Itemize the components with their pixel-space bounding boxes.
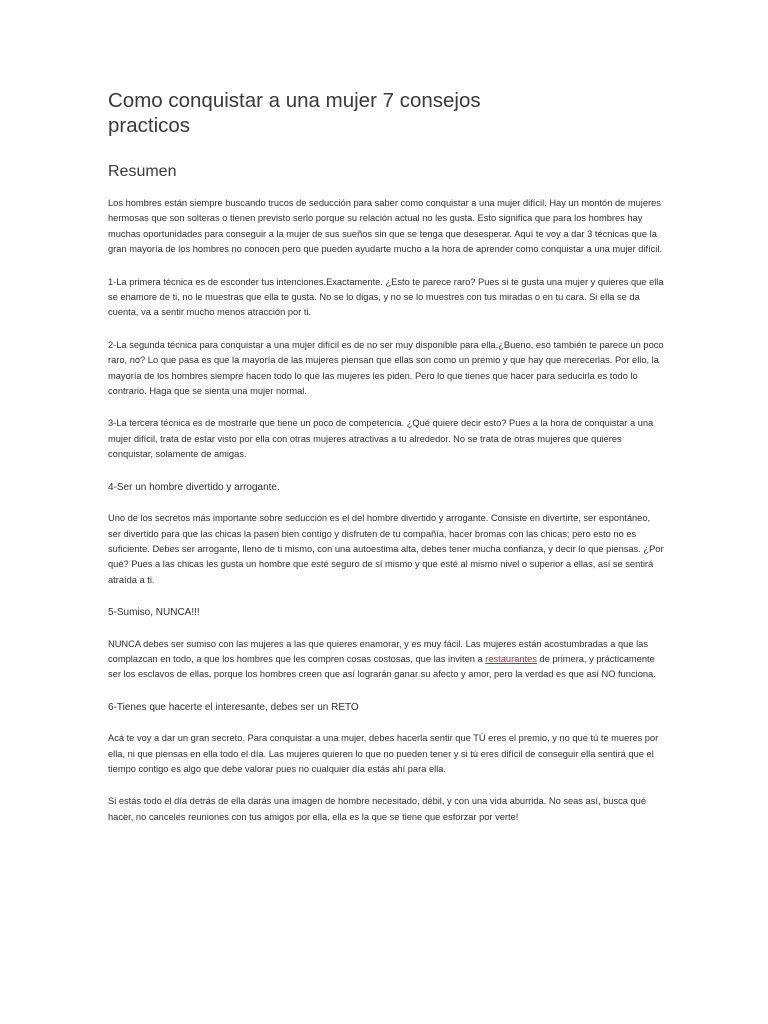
restaurantes-link[interactable]: restaurantes: [485, 653, 537, 664]
section-heading-6: 6-Tienes que hacerte el interesante, debes ser un RETO: [108, 701, 359, 713]
section-heading-4: 4-Ser un hombre divertido y arrogante.: [108, 481, 280, 493]
section-heading-5: 5-Sumiso, NUNCA!!!: [108, 607, 200, 619]
paragraph-tecnica-2: 2-La segunda técnica para conquistar a una mujer difícil es de no ser muy disponible para ella.¿Bueno, eso también te parece un poco raro, no? Lo que pasa es que la mayoría de las mujeres piensan que ellas son como un premio y que hay que merecerlas. Por ello, la mayoría de los hombres siempre hacen todo lo que las mujeres les piden. Pero lo que tienes que hacer para seducirla es todo lo contrario. Haga que se sienta una mujer normal.: [108, 339, 664, 397]
document-subtitle: Resumen: [108, 163, 177, 180]
paragraph-tecnica-3: 3-La tercera técnica es de mostrarle que tiene un poco de competencia. ¿Qué quiere decir esto? Pues a la hora de conquistar a una mujer difícil, trata de estar visto por ella con otras mujeres atractivas a tu alrededor. No se trata de otras mujeres que quieres conquistar, solamente de amigas.: [108, 418, 654, 460]
paragraph-nunca-text-1: NUNCA debes ser sumiso con las mujeres a las que quieres enamorar, y es muy fácil. Las mujeres están acostumbradas a que las complazcan en todo, a que los hombres que les compren cosas costosas, que las inviten a: [108, 638, 648, 664]
document-title: Como conquistar a una mujer 7 consejos practicos: [108, 89, 481, 137]
document-page: [108, 88, 664, 825]
paragraph-intro: Los hombres están siempre buscando trucos de seducción para saber como conquistar a una mujer difícil. Hay un montón de mujeres hermosas que son solteras o tienen previsto serlo porque su relación actual no les gusta. Esto significa que para los hombres hay muchas oportunidades para conseguir a la mujer de sus sueños sin que se tenga que desesperar. Aquí te voy a dar 3 técnicas que la gran mayoría de los hombres no conocen pero que pueden ayudarte mucho a la hora de aprender como conquistar a una mujer difícil.: [108, 198, 663, 255]
paragraph-nunca-text-2: de primera, y prácticamente ser los esclavos de ellas, porque los hombres creen que así lograrán ganar su afecto y amor, pero la verdad es que así NO funciona.: [108, 653, 656, 680]
paragraph-nunca: [108, 637, 664, 683]
paragraph-divertido: Uno de los secretos más importante sobre seducción es el del hombre divertido y arrogante. Consiste en divertirte, ser espontáneo, ser divertido para que las chicas la pasen bien contigo y disfruten de tu compañía, hacer bromas con las chicas; pero esto no es suficiente. Debes ser arrogante, lleno de ti mismo, con una autoestima alta, debes tener mucha confianza, y decir lo que piensas. ¿Por qué? Pues a las chicas les gusta un hombre que esté seguro de sí mismo y que esté al mismo nivel o superior a ellas, así se sentirá atraída a ti.: [108, 513, 664, 585]
paragraph-reto: Acá te voy a dar un gran secreto. Para conquistar a una mujer, debes hacerla sentir que TÚ eres el premio, y no que tú te mueres por ella, ni que piensas en ella todo el día. Las mujeres quieren lo que no pueden tener y si tú eres difícil de conseguir ella sentirá que el tiempo contigo es algo que debe valorar pues no cualquier día estás ahí para ella.: [108, 733, 659, 774]
paragraph-tecnica-1: 1-La primera técnica es de esconder tus intenciones.Exactamente. ¿Esto te parece raro? Pues si te gusta una mujer y quieres que ella se enamore de ti, no le muestras que ella te gusta. No se lo digas, y no se lo muestres con tus miradas o en tu cara. Si ella se da cuenta, va a sentir mucho menos atracción por ti.: [108, 276, 664, 318]
paragraph-final: Si estás todo el día detrás de ella darás una imagen de hombre necesitado, débil, y con una vida aburrida. No seas así, busca qué hacer, no canceles reuniones con tus amigos por ella, ella es la que se tiene que esforzar por verte!: [108, 796, 647, 822]
